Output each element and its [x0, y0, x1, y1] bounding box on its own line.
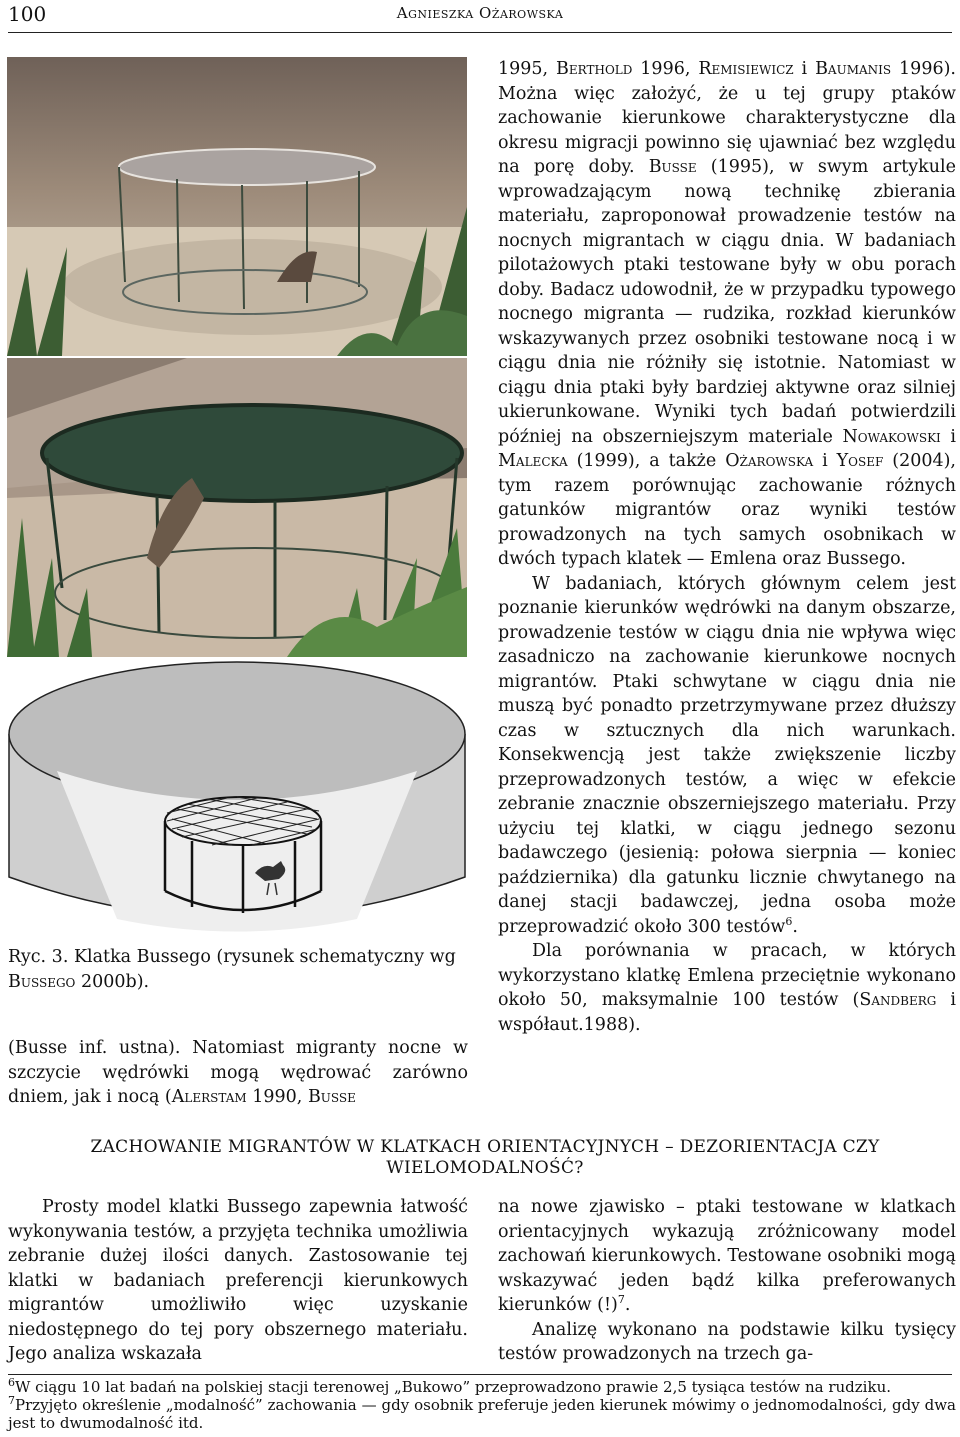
- left-column-text: (Busse inf. ustna). Natomiast migranty nocne w szczycie wędrówki mogą wędrować zarówno dniem, jak i nocą (Alerstam 1990, Busse: [8, 1038, 468, 1107]
- paragraph: W badaniach, których głównym celem jest poznanie kierunków wędrówki na danym obszarze, prowadzenie testów w ciągu dnia nie wpływa więc zasadniczo na zachowanie kierunkowe nocnych migrantów. Ptaki schwytane w ciągu dnia nie muszą być ponadto przetrzymywane przez dłuższy czas w sztucznych dla nich warunkach. Konsekwencją jest także zwiększenie liczby przeprowadzonych testów, a więc w efekcie zebranie znacznie obszerniejszego materiału. Przy użyciu tej klatki, w ciągu jednego sezonu badawczego (jesienią: połowa sierpnia — koniec października) dla gatunku licznie chwytanego na danej stacji badawczej, jedna osoba może przeprowadzić około 300 testów$^6$.: [498, 573, 956, 937]
- citation: Ożarowska: [725, 451, 814, 471]
- running-header-author: Agnieszka Ożarowska: [396, 4, 564, 22]
- citation: Busse: [648, 157, 697, 177]
- citation: Bussego: [8, 971, 76, 992]
- footnote-marker: 7: [617, 1293, 625, 1307]
- cage-schematic-drawing: [7, 659, 467, 941]
- header-rule: [8, 32, 952, 33]
- footnote-7: $^7$Przyjęto określenie „modalność” zachowania — gdy osobnik preferuje jeden kierunek mówimy o jednomodalności, gdy dwa jest to dwumodalność itd.: [8, 1394, 956, 1432]
- citation: Yosef: [836, 451, 884, 471]
- page-number: 100: [8, 2, 47, 26]
- paragraph: Dla porównania w pracach, w których wykorzystano klatkę Emlena przeciętnie wykonano około 50, maksymalnie 100 testów (Sandberg i współaut.1988).: [498, 941, 956, 1035]
- lower-right-column: na nowe zjawisko – ptaki testowane w klatkach orientacyjnych wykazują zróżnicowany model zachowań kierunkowych. Testowane osobniki mogą wskazywać jeden bądź kilka preferowanych kierunków (!)$^7$. Analizę wykonano na podstawie kilku tysięcy testów prowadzonych na trzech ga-: [498, 1197, 956, 1364]
- photo-cage-top: [7, 57, 467, 356]
- citation: Berthold: [556, 59, 633, 79]
- citation: Remisiewicz: [698, 59, 794, 79]
- citation: Alerstam: [171, 1087, 247, 1107]
- figure-caption: Ryc. 3. Klatka Bussego (rysunek schematyczny wg Bussego 2000b).: [8, 947, 456, 992]
- footnote-marker: 6: [785, 914, 793, 928]
- citation: Baumanis: [815, 59, 892, 79]
- citation: Sandberg: [859, 990, 937, 1010]
- photo-cage-bottom: [7, 358, 467, 657]
- citation: Malecka: [498, 451, 568, 471]
- section-heading: ZACHOWANIE MIGRANTÓW W KLATKACH ORIENTACYJNYCH – DEZORIENTACJA CZY WIELOMODALNOŚĆ?: [90, 1137, 880, 1178]
- right-column-text: 1995, Berthold 1996, Remisiewicz i Baumanis 1996). Można więc założyć, że u tej grupy ptaków zachowanie kierunkowe charakterystyczne dla okresu migracji powinno się ujawniać bez względu na porę doby. Busse (1995), w swym artykule wprowadzającym nową technikę zbierania materiału, zaproponował prowadzenie testów na nocnych migrantach w ciągu dnia. W badaniach pilotażowych ptaki testowane były w obu porach doby. Badacz udowodnił, że w przypadku typowego nocnego migranta — rudzika, rozkład kierunków wskazywanych przez osobniki testowane nocą i w ciągu dnia nie różniły się istotnie. Natomiast w ciągu dnia ptaki były bardziej aktywne oraz silniej ukierunkowane. Wyniki tych badań potwierdzili później na obszerniejszym materiale Nowakowski i Malecka (1999), a także Ożarowska i Yosef (2004), tym razem porównując zachowanie różnych gatunków migrantów oraz wyniki testów prowadzonych na tych samych osobnikach w dwóch typach klatek — Emlena oraz Bussego. W badaniach, których głównym celem jest poznanie kierunków wędrówki na danym obszarze, prowadzenie testów w ciągu dnia nie wpływa więc zasadniczo na zachowanie kierunkowe nocnych migrantów. Ptaki schwytane w ciągu dnia nie muszą być ponadto przetrzymywane przez dłuższy czas w sztucznych dla nich warunkach. Konsekwencją jest także zwiększenie liczby przeprowadzonych testów, a więc w efekcie zebranie znacznie obszerniejszego materiału. Przy użyciu tej klatki, w ciągu jednego sezonu badawczego (jesienią: połowa sierpnia — koniec października) dla gatunku licznie chwytanego na danej stacji badawczej, jedna osoba może przeprowadzić około 300 testów$^6$. Dla porównania w pracach, w których wykorzystano klatkę Emlena przeciętnie wykonano około 50, maksymalnie 100 testów (Sandberg i współaut.1988).: [498, 57, 956, 1037]
- footnote-rule: [8, 1374, 952, 1375]
- footnote-6: $^6$W ciągu 10 lat badań na polskiej stacji terenowej „Bukowo” przeprowadzono prawie 2,5 tysiąca testów na rudziku.: [8, 1376, 891, 1396]
- footnotes: [8, 1378, 956, 1432]
- citation: Nowakowski: [842, 426, 941, 447]
- citation: Busse: [307, 1087, 356, 1107]
- lower-left-column: Prosty model klatki Bussego zapewnia łatwość wykonywania testów, a przyjęta technika umożliwia zebranie dużej ilości danych. Zastosowanie tej klatki w badaniach preferencji kierunkowych migrantów umożliwiło więc uzyskanie niedostępnego do tej pory obszernego materiału. Jego analiza wskazała: [8, 1197, 468, 1364]
